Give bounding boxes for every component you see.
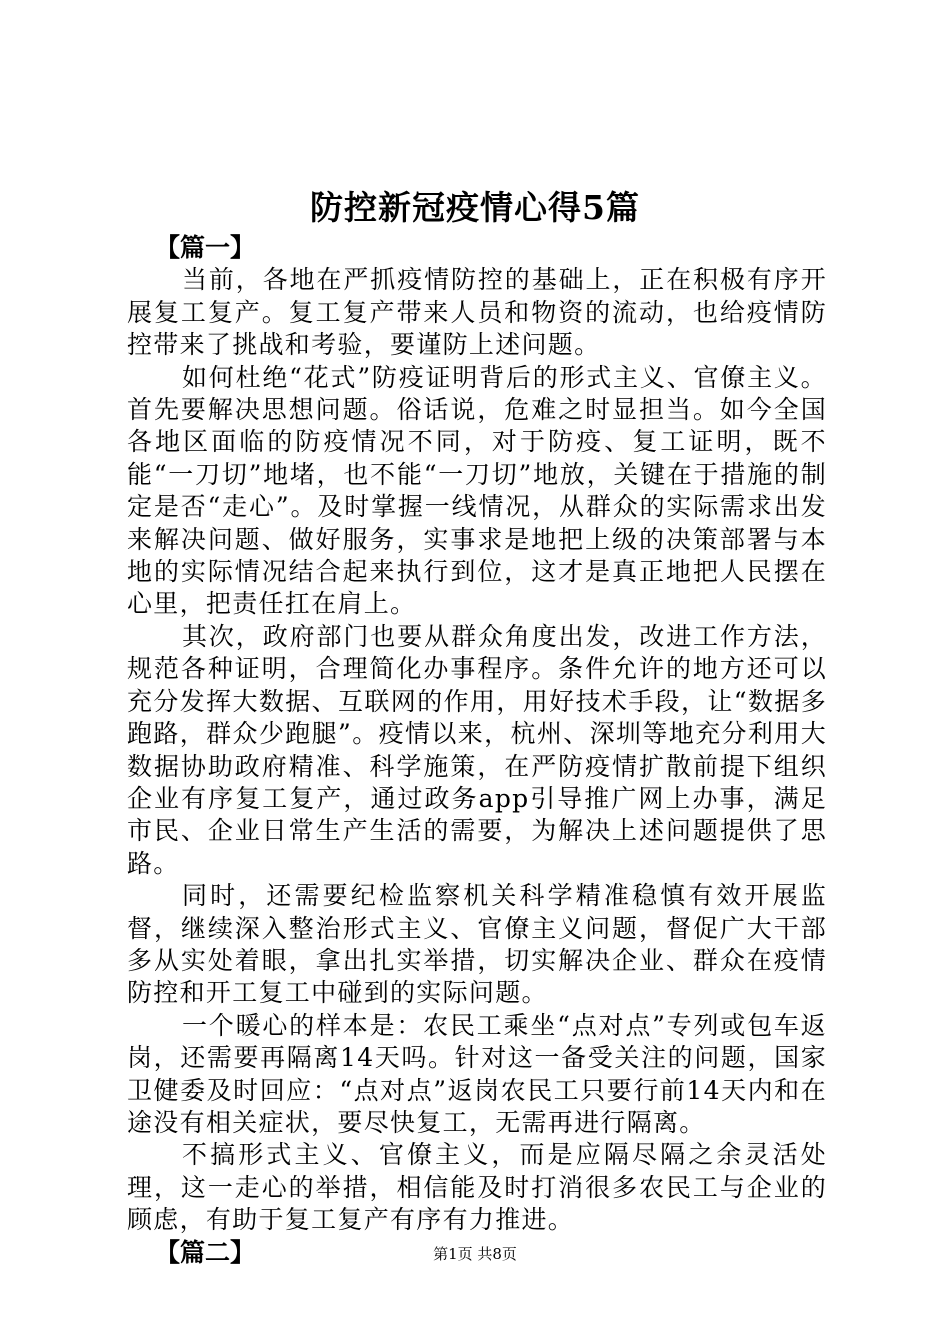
paragraph-2: 如何杜绝“花式”防疫证明背后的形式主义、官僚主义。首先要解决思想问题。俗话说，危难之时显担当。如今全国各地区面临的防疫情况不同，对于防疫、复工证明，既不能“一刀切”地堵，也不能“一刀切”地放，关键在于措施的制定是否“走心”。及时掌握一线情况，从群众的实际需求出发来解决问题、做好服务，实事求是地把上级的决策部署与本地的实际情况结合起来执行到位，这才是真正地把人民摆在心里，把责任扛在肩上。: [127, 362, 827, 619]
section-heading-2: 【篇二】: [155, 1237, 256, 1267]
paragraph-3: 其次，政府部门也要从群众角度出发，改进工作方法，规范各种证明，合理简化办事程序。条件允许的地方还可以充分发挥大数据、互联网的作用，用好技术手段，让“数据多跑路，群众少跑腿”。疫情以来，杭州、深圳等地充分利用大数据协助政府精准、科学施策，在严防疫情扩散前提下组织企业有序复工复产，通过政务app引导推广网上办事，满足市民、企业日常生产生活的需要，为解决上述问题提供了思路。: [127, 621, 827, 878]
page-footer: 第1页 共8页: [433, 1245, 517, 1263]
document-title: 防控新冠疫情心得5篇: [310, 188, 640, 227]
section-heading-1: 【篇一】: [155, 233, 256, 262]
paragraph-5: 一个暖心的样本是：农民工乘坐“点对点”专列或包车返岗，还需要再隔离14天吗。针对这一备受关注的问题，国家卫健委及时回应：“点对点”返岗农民工只要行前14天内和在途没有相关症状，要尽快复工，无需再进行隔离。: [127, 1010, 827, 1137]
paragraph-6: 不搞形式主义、官僚主义，而是应隔尽隔之余灵活处理，这一走心的举措，相信能及时打消很多农民工与企业的顾虑，有助于复工复产有序有力推进。: [127, 1140, 827, 1235]
paragraph-4: 同时，还需要纪检监察机关科学精准稳慎有效开展监督，继续深入整治形式主义、官僚主义问题，督促广大干部多从实处着眼，拿出扎实举措，切实解决企业、群众在疫情防控和开工复工中碰到的实际问题。: [127, 881, 827, 1008]
paragraph-1: 当前，各地在严抓疫情防控的基础上，正在积极有序开展复工复产。复工复产带来人员和物资的流动，也给疫情防控带来了挑战和考验，要谨防上述问题。: [127, 265, 827, 360]
document-body: [127, 232, 827, 1269]
